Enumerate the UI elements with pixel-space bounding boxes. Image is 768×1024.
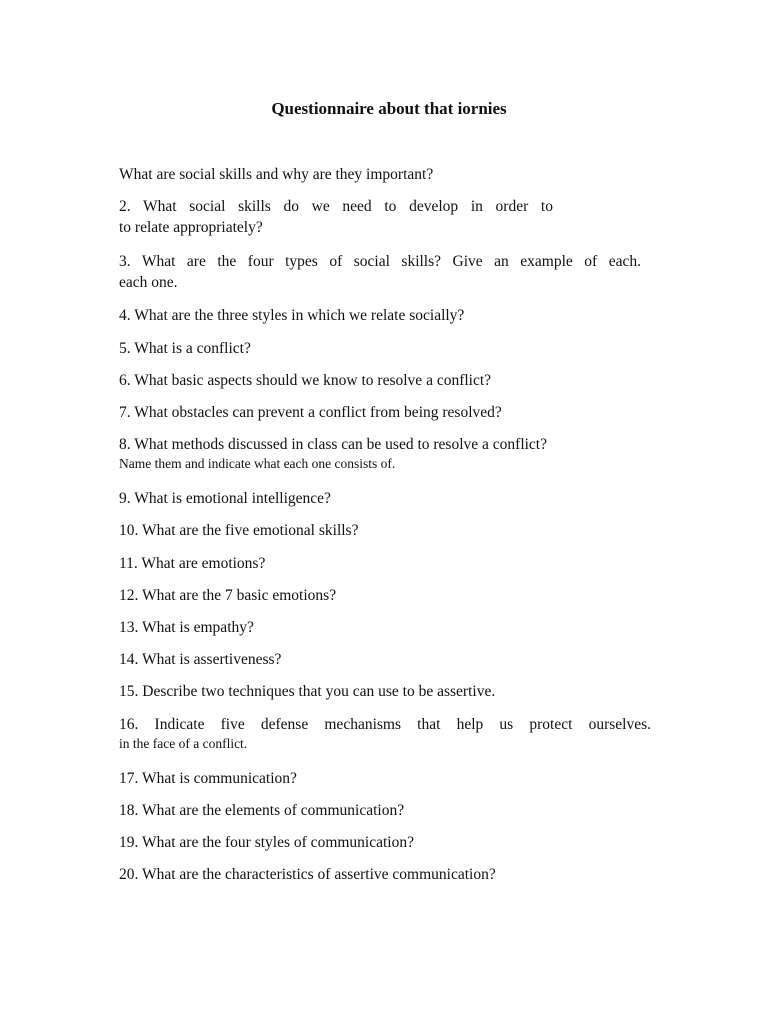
- question-text: 12. What are the 7 basic emotions?: [119, 587, 337, 604]
- question-text: 16. Indicate five defense mechanisms that help us protect ourselves.: [119, 716, 651, 733]
- question-10: [119, 520, 639, 541]
- question-text: 6. What basic aspects should we know to resolve a conflict?: [119, 372, 492, 389]
- question-text: What are social skills and why are they important?: [119, 166, 434, 183]
- question-text: 19. What are the four styles of communication?: [119, 834, 414, 851]
- question-text: 9. What is emotional intelligence?: [119, 490, 331, 507]
- question-text: 14. What is assertiveness?: [119, 651, 282, 668]
- question-15: [119, 681, 639, 702]
- question-16: [119, 714, 651, 753]
- question-continuation: in the face of a conflict.: [119, 736, 248, 751]
- question-text: 7. What obstacles can prevent a conflict from being resolved?: [119, 404, 502, 421]
- question-19: [119, 832, 639, 853]
- question-text: 17. What is communication?: [119, 770, 297, 787]
- question-3: [119, 251, 641, 293]
- question-7: [119, 402, 639, 423]
- question-text: 18. What are the elements of communication?: [119, 802, 405, 819]
- question-5: [119, 338, 639, 359]
- question-18: [119, 800, 639, 821]
- document-title: Questionnaire about that iornies: [271, 99, 507, 118]
- question-9: [119, 488, 639, 509]
- question-text: 20. What are the characteristics of assertive communication?: [119, 866, 496, 883]
- question-text: 11. What are emotions?: [119, 555, 266, 572]
- question-6: [119, 370, 639, 391]
- question-continuation: each one.: [119, 274, 178, 291]
- question-text: 13. What is empathy?: [119, 619, 254, 636]
- question-continuation: Name them and indicate what each one consists of.: [119, 456, 396, 471]
- question-13: [119, 617, 639, 638]
- question-1: [119, 164, 639, 185]
- question-14: [119, 649, 639, 670]
- question-4: [119, 305, 639, 326]
- question-text: 8. What methods discussed in class can be used to resolve a conflict?: [119, 436, 547, 453]
- question-8: [119, 434, 659, 473]
- question-11: [119, 553, 639, 574]
- question-text: 5. What is a conflict?: [119, 340, 251, 357]
- question-20: [119, 864, 639, 885]
- question-text: 4. What are the three styles in which we relate socially?: [119, 307, 465, 324]
- question-continuation: to relate appropriately?: [119, 219, 263, 236]
- question-text: 10. What are the five emotional skills?: [119, 522, 359, 539]
- question-text: 2. What social skills do we need to develop in order to: [119, 198, 553, 215]
- question-text: 15. Describe two techniques that you can use to be assertive.: [119, 683, 496, 700]
- question-text: 3. What are the four types of social skills? Give an example of each.: [119, 253, 641, 270]
- question-12: [119, 585, 639, 606]
- question-2: [119, 196, 553, 238]
- question-17: [119, 768, 639, 789]
